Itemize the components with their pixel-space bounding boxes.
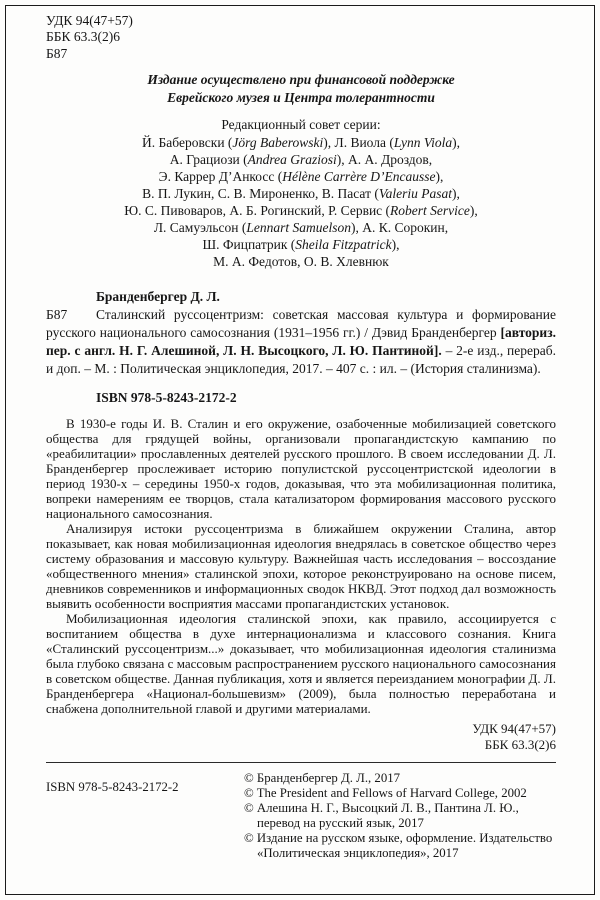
editorial-board-line: Л. Самуэльсон (Lennart Samuelson), А. К. Сорокин, <box>153 219 449 235</box>
udk-code: УДК 94(47+57) <box>46 13 133 28</box>
udk-code-bottom: УДК 94(47+57) <box>472 720 556 736</box>
page-content <box>46 13 556 886</box>
footer-block <box>46 771 556 861</box>
editorial-board-line: В. П. Лукин, С. В. Мироненко, В. Пасат (Valeriu Pasat), <box>142 185 460 201</box>
isbn-number-top: ISBN 978-5-8243-2172-2 <box>96 389 237 405</box>
editorial-board-line: Э. Каррер Д’Анкосс (Hélène Carrère D’Encausse), <box>158 168 444 184</box>
annotation-block <box>46 416 556 716</box>
catalog-description <box>46 306 556 378</box>
editorial-board-line: М. А. Федотов, О. В. Хлевнюк <box>213 253 389 269</box>
classification-codes-top <box>46 13 556 62</box>
catalog-author: Бранденбергер Д. Л. <box>96 288 220 304</box>
annotation-paragraph: В 1930-е годы И. В. Сталин и его окружение, озабоченные мобилизацией советского общества для грядущей войны, организовали пропагандистскую кампанию по «реабилитации» прославленных деятелей русского прошлого. В своем исследовании Д. Л. Бранденбергер прослеживает историю популистской руссоцентристской идеологии в период 1930-х – середины 1950-х годов, доказывая, что эта мобилизационная политика, вопреки намерениям ее творцов, стала катализатором формирования массового русского национального самосознания. <box>46 415 556 521</box>
annotation-paragraph: Анализируя истоки руссоцентризма в ближайшем окружении Сталина, автор показывает, как новая мобилизационная идеология внедрялась в советское общество через систему образования и массовую культуру. Важнейшая часть исследования – воссоздание «общественного мнения» сталинской эпохи, которое реконструировано на основе писем, дневников современников и информационных сводок НКВД. Этот подход дал возможность выявить особенности восприятия массами пропагандистских установок. <box>46 520 556 611</box>
classification-codes-bottom <box>46 721 556 754</box>
isbn-number-bottom: ISBN 978-5-8243-2172-2 <box>46 780 179 795</box>
support-note-line1: Издание осуществлено при финансовой поддержке <box>147 72 455 88</box>
copyright-line: © Бранденбергер Д. Л., 2017 <box>244 771 401 786</box>
editorial-board-title: Редакционный совет серии: <box>221 116 381 132</box>
financial-support-note <box>46 71 556 106</box>
support-note-line2: Еврейского музея и Центра толерантности <box>167 89 435 105</box>
copyright-line: © Алешина Н. Г., Высоцкий Л. В., Пантина Л. Ю., перевод на русский язык, 2017 <box>244 801 519 831</box>
editorial-board-line: Й. Баберовски (Jörg Baberowski), Л. Виола (Lynn Viola), <box>142 134 460 150</box>
editorial-board-line: А. Грациози (Andrea Graziosi), А. А. Дроздов, <box>169 151 433 167</box>
author-sign-code: Б87 <box>46 45 68 61</box>
catalog-text-post: – 2-е изд., перераб. и доп. – М. : Политическая энциклопедия, 2017. – 407 с. : ил. – (История сталинизма). <box>46 342 556 376</box>
copyright-list <box>244 771 556 861</box>
annotation-paragraph: Мобилизационная идеология сталинской эпохи, как правило, ассоциируется с воспитанием общества в духе интернационализма и классового сознания. Книга «Сталинский руссоцентризм...» доказывает, что мобилизационная идеология сталинизма была глубоко связана с массовым распространением русского национального самосознания в советском обществе. Данная публикация, хотя и является переизданием монографии Д. Л. Бранденбергера «Национал-большевизм» (2009), была полностью переработана и снабжена дополнительной главой и другими материалами. <box>46 610 556 716</box>
editorial-board-line: Ш. Фицпатрик (Sheila Fitzpatrick), <box>202 236 400 252</box>
catalog-text-pre: Сталинский руссоцентризм: советская массовая культура и формирование русского национального самосознания (1931–1956 гг.) / Дэвид Бранденбергер <box>46 306 556 340</box>
editorial-board-line: Ю. С. Пивоваров, А. Б. Рогинский, Р. Сервис (Robert Service), <box>124 202 478 218</box>
bbk-code-bottom: ББК 63.3(2)6 <box>484 737 556 753</box>
bbk-code: ББК 63.3(2)6 <box>46 29 120 45</box>
footer-divider <box>46 762 556 763</box>
copyright-line: © Издание на русском языке, оформление. Издательство «Политическая энциклопедия», 2017 <box>244 831 553 861</box>
catalog-translators: [авториз. пер. с англ. Н. Г. Алешиной, Л. Н. Высоцкого, Л. Ю. Пантиной]. <box>46 324 556 358</box>
catalog-card-entry <box>46 288 556 378</box>
catalog-author-sign: Б87 <box>46 306 68 322</box>
copyright-line: © The President and Fellows of Harvard College, 2002 <box>244 786 527 801</box>
editorial-board <box>46 116 556 270</box>
